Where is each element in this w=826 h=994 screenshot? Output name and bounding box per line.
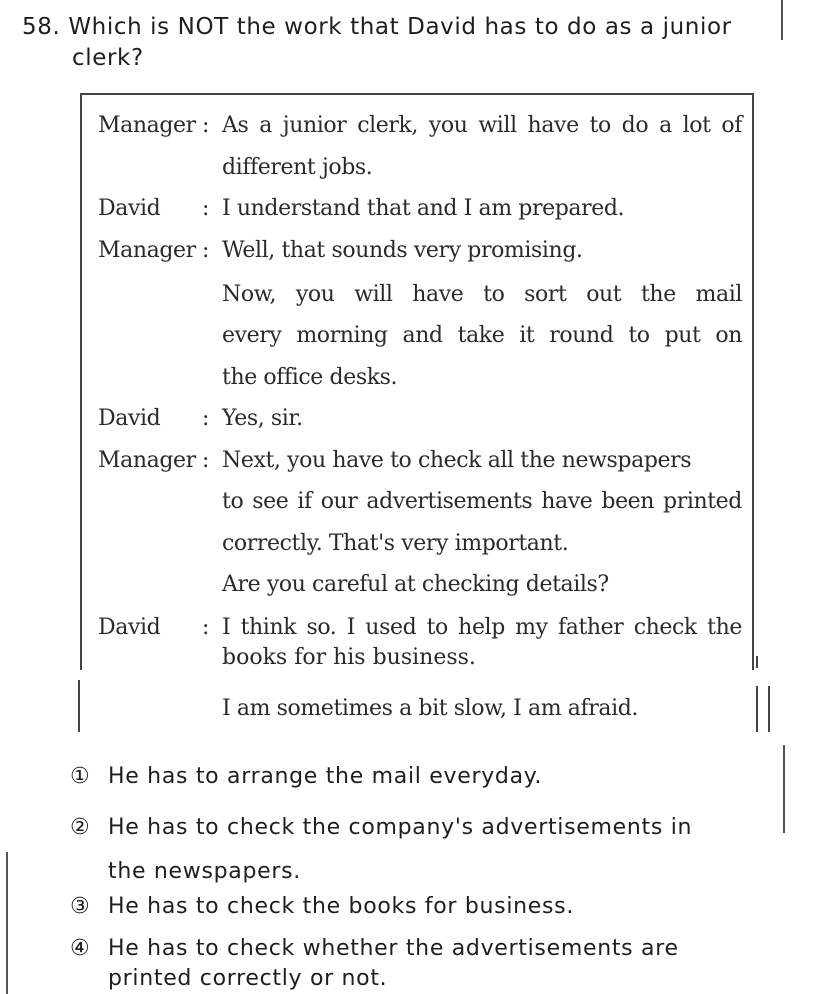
question-number: 58. (22, 14, 61, 40)
option-text: He has to check whether the advertisements are (108, 936, 679, 961)
option-1[interactable] (70, 764, 542, 789)
dialogue-line: Yes, sir. (222, 406, 303, 431)
option-number: ② (70, 815, 91, 840)
speaker-david: David (98, 406, 161, 431)
dialogue-line: I think so. I used to help my father check the (222, 615, 742, 640)
option-number: ① (70, 764, 91, 789)
dialogue-line: to see if our advertisements have been printed (222, 489, 742, 514)
speaker-david: David (98, 196, 161, 221)
page-edge-rule (783, 745, 785, 833)
option-4[interactable] (70, 934, 679, 994)
speaker-colon: : (202, 615, 210, 640)
dialogue-line: the office desks. (222, 365, 398, 390)
dialogue-line: Now, you will have to sort out the mail (222, 282, 742, 307)
speaker-colon: : (202, 238, 210, 263)
dialogue-line: I understand that and I am prepared. (222, 196, 625, 221)
option-number: ③ (70, 894, 91, 919)
scan-rule (78, 680, 80, 732)
option-text: He has to check the books for business. (108, 894, 575, 919)
question-text-line1: Which is NOT the work that David has to do as a junior (68, 14, 732, 40)
speaker-manager: Manager (98, 448, 196, 473)
dialogue-line: Well, that sounds very promising. (222, 238, 583, 263)
page-edge-rule (781, 0, 783, 40)
question-text-line2: clerk? (72, 45, 144, 71)
dialogue-line: different jobs. (222, 155, 373, 180)
dialogue-line: Next, you have to check all the newspapers (222, 448, 692, 473)
speaker-manager: Manager (98, 113, 196, 138)
clipped-dialogue-line: books for his business. (222, 645, 476, 670)
speaker-colon: : (202, 448, 210, 473)
scan-rule (768, 686, 770, 732)
speaker-colon: : (202, 196, 210, 221)
dialogue-line: correctly. That's very important. (222, 531, 569, 556)
speaker-david: David (98, 615, 161, 640)
dialogue-passage (80, 93, 754, 670)
option-number: ④ (70, 936, 91, 961)
option-3[interactable] (70, 894, 574, 919)
dialogue-line: As a junior clerk, you will have to do a lot of (222, 113, 742, 138)
option-text-continued: the newspapers. (108, 859, 301, 884)
option-text: He has to arrange the mail everyday. (108, 764, 543, 789)
scan-rule (756, 656, 758, 668)
dialogue-line: I am sometimes a bit slow, I am afraid. (222, 696, 639, 721)
option-text-continued: printed correctly or not. (108, 966, 388, 991)
scan-rule (756, 686, 758, 732)
option-text: He has to check the company's advertisements in (108, 815, 693, 840)
speaker-colon: : (202, 406, 210, 431)
speaker-manager: Manager (98, 238, 196, 263)
dialogue-line: Are you careful at checking details? (222, 572, 609, 597)
speaker-colon: : (202, 113, 210, 138)
option-2[interactable] (70, 806, 692, 894)
question (22, 12, 772, 74)
page-edge-rule (6, 852, 8, 994)
dialogue-line: every morning and take it round to put on (222, 323, 742, 348)
